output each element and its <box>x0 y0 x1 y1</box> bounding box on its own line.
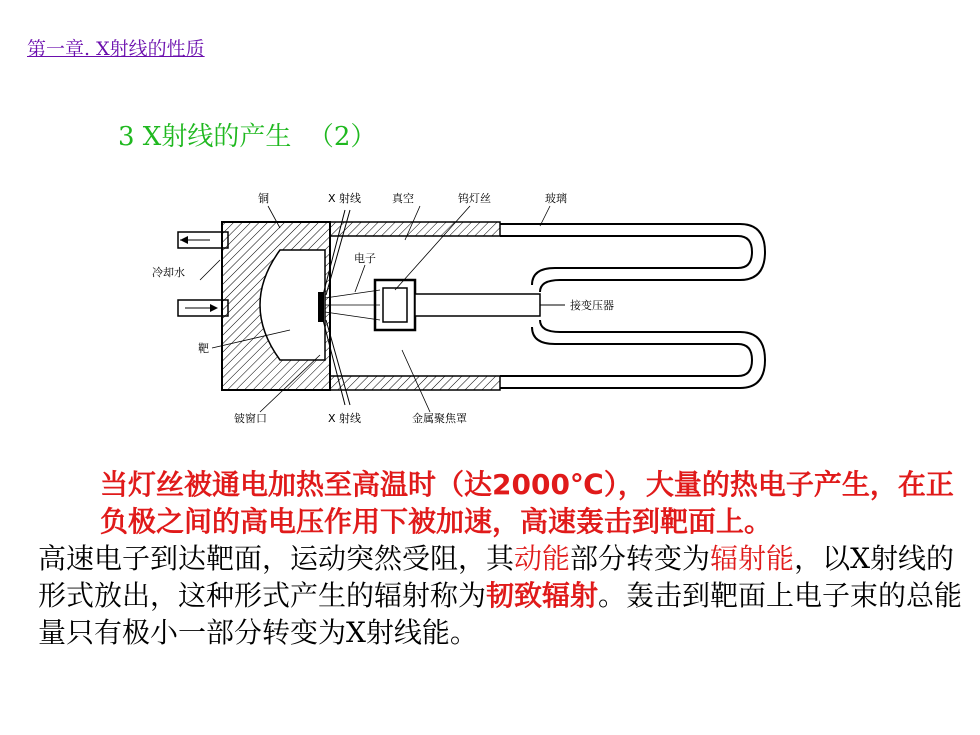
label-electron: 电子 <box>354 252 376 265</box>
cathode-assembly <box>375 280 565 330</box>
label-transformer: 接变压器 <box>570 299 614 312</box>
term-bremsstrahlung: 韧致辐射 <box>486 579 599 612</box>
label-cooling-water: 冷却水 <box>152 266 185 279</box>
term-kinetic-energy: 动能 <box>514 542 571 575</box>
breadcrumb-link[interactable]: 第一章. X射线的性质 <box>27 38 205 60</box>
electron-beam <box>325 290 380 320</box>
body-text <box>38 466 968 651</box>
slide-title: 3 X射线的产生 （2） <box>118 122 377 152</box>
label-focus-cup: 金属聚焦罩 <box>412 412 467 425</box>
label-window: 铍窗口 <box>234 412 267 425</box>
label-copper: 铜 <box>258 192 269 205</box>
label-glass: 玻璃 <box>545 192 567 205</box>
text-segment: 高速电子到达靶面，运动突然受阻，其 <box>38 542 515 575</box>
paragraph-bremsstrahlung <box>38 540 968 651</box>
term-radiant-energy: 辐射能 <box>710 542 795 575</box>
cooling-pipes <box>178 232 228 316</box>
text-segment: 。轰击到靶面上电子束的总能量只有极小一部分转变为X射线能。 <box>38 579 963 649</box>
label-xray-top: X 射线 <box>328 192 362 205</box>
copper-block <box>222 222 330 390</box>
label-filament: 钨灯丝 <box>458 192 491 205</box>
housing-top <box>330 222 500 236</box>
label-xray-bottom: X 射线 <box>328 412 362 425</box>
label-target: 靶 <box>198 342 209 355</box>
xray-tube-diagram <box>140 180 780 435</box>
paragraph-emission: 当灯丝被通电加热至高温时（达2000℃），大量的热电子产生，在正负极之间的高电压作用下被加速，高速轰击到靶面上。 <box>100 468 954 538</box>
text-segment: ，以X射线的形式放出，这种形式产生的辐射称为 <box>38 542 954 612</box>
text-segment: 部分转变为 <box>570 542 711 575</box>
label-vacuum: 真空 <box>392 192 414 205</box>
